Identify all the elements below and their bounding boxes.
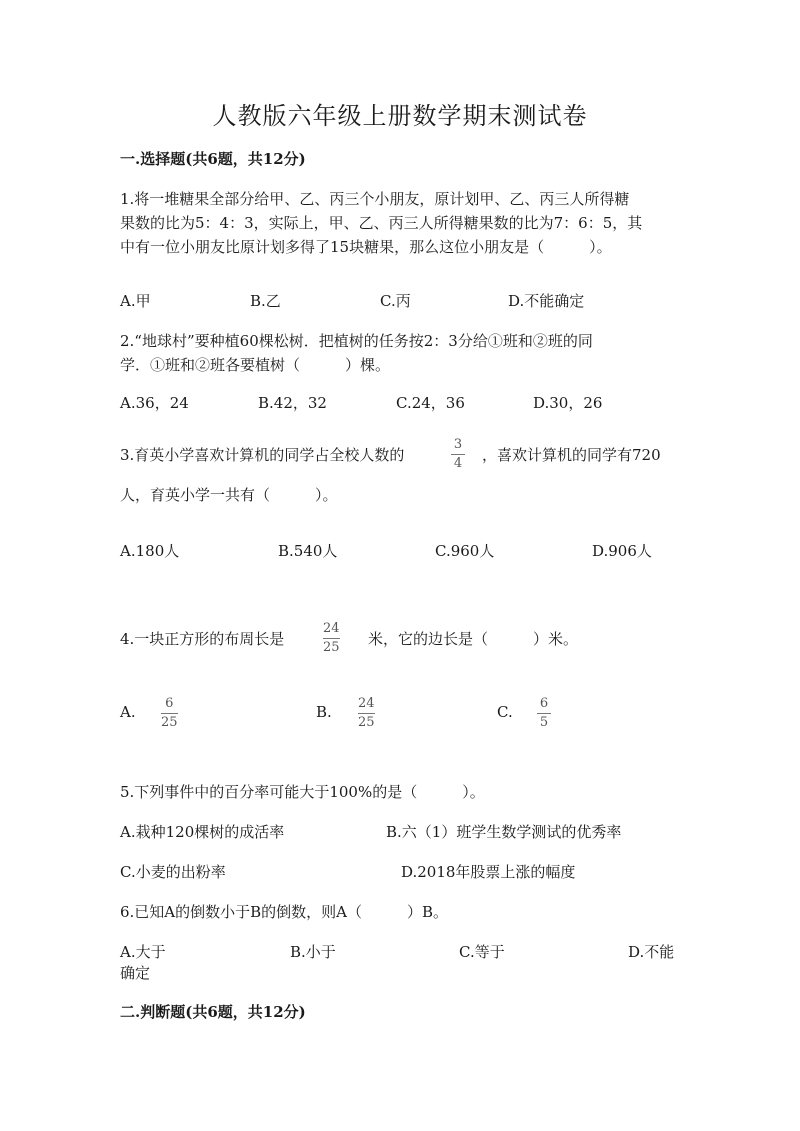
fraction-denominator: 25 — [358, 715, 375, 730]
question-4-text-before: 4.一块正方形的布周长是 — [120, 630, 285, 648]
question-2-line-2: 学．①班和②班各要植树（ ）棵。 — [120, 356, 391, 374]
question-4-option-b-label: B. — [316, 703, 332, 721]
question-3-option-b: B.540人 — [278, 542, 338, 560]
fraction-denominator: 4 — [453, 456, 463, 471]
question-1-option-b: B.乙 — [250, 292, 281, 310]
question-6-option-b: B.小于 — [290, 943, 336, 961]
question-1-option-d: D.不能确定 — [508, 292, 585, 310]
question-5-text: 5.下列事件中的百分率可能大于100%的是（ ）。 — [120, 783, 485, 801]
question-5-option-d: D.2018年股票上涨的幅度 — [401, 863, 576, 881]
fraction-bar — [451, 454, 465, 455]
question-6-option-d: D.不能 — [628, 943, 675, 961]
question-6-option-c: C.等于 — [459, 943, 505, 961]
fraction-numerator: 6 — [165, 696, 174, 711]
question-4-option-a-fraction — [161, 697, 178, 730]
page-title: 人教版六年级上册数学期末测试卷 — [212, 102, 588, 130]
fraction-numerator: 6 — [539, 696, 549, 711]
fraction-denominator: 25 — [161, 715, 178, 730]
question-5-option-b: B.六（1）班学生数学测试的优秀率 — [386, 823, 622, 841]
question-2-option-a: A.36，24 — [120, 394, 189, 412]
question-3-option-c: C.960人 — [435, 542, 495, 560]
question-2-line-1: 2.“地球村”要种植60棵松树．把植树的任务按2：3分给①班和②班的同 — [120, 332, 593, 350]
question-3-option-d: D.906人 — [592, 542, 652, 560]
section-heading-choice: 一.选择题(共6题，共12分) — [120, 150, 306, 168]
question-4-text-after: 米，它的边长是（ ）米。 — [368, 630, 579, 648]
question-6-option-a: A.大于 — [120, 943, 166, 961]
question-3-line-2: 人，育英小学一共有（ ）。 — [120, 486, 338, 504]
question-5-option-a: A.栽种120棵树的成活率 — [120, 823, 285, 841]
question-6-option-d-wrap: 确定 — [120, 964, 151, 982]
question-2-option-c: C.24，36 — [396, 394, 465, 412]
question-6-text: 6.已知A的倒数小于B的倒数，则A（ ）B。 — [120, 903, 449, 921]
question-1-option-a: A.甲 — [120, 292, 151, 310]
question-3-option-a: A.180人 — [120, 542, 180, 560]
question-1-line-1: 1.将一堆糖果全部分给甲、乙、丙三个小朋友，原计划甲、乙、丙三人所得糖 — [120, 190, 630, 208]
question-1-line-3: 中有一位小朋友比原计划多得了15块糖果，那么这位小朋友是（ ）。 — [120, 238, 612, 256]
question-4-option-a-label: A. — [120, 703, 136, 721]
question-5-option-c: C.小麦的出粉率 — [120, 863, 226, 881]
fraction-bar — [358, 713, 375, 714]
section-heading-judgment: 二.判断题(共6题，共12分) — [120, 1003, 306, 1021]
fraction-numerator: 24 — [358, 696, 375, 711]
question-4-option-c-fraction — [537, 697, 551, 730]
question-1-line-2: 果数的比为5：4：3，实际上，甲、乙、丙三人所得糖果数的比为7：6：5，其 — [120, 214, 643, 232]
question-4-option-c-label: C. — [497, 703, 513, 721]
question-3-text-before: 3.育英小学喜欢计算机的同学占全校人数的 — [120, 446, 405, 464]
fraction-bar — [323, 638, 340, 639]
fraction-denominator: 25 — [323, 640, 340, 655]
fraction-numerator: 24 — [323, 621, 340, 636]
question-2-option-b: B.42，32 — [258, 394, 327, 412]
question-4-fraction — [323, 622, 340, 655]
question-1-option-c: C.丙 — [380, 292, 411, 310]
question-2-option-d: D.30，26 — [533, 394, 603, 412]
fraction-numerator: 3 — [453, 437, 463, 452]
fraction-bar — [161, 713, 178, 714]
fraction-denominator: 5 — [539, 715, 549, 730]
question-4-option-b-fraction — [358, 697, 375, 730]
question-3-fraction — [451, 438, 465, 471]
fraction-bar — [537, 713, 551, 714]
question-3-text-after: ，喜欢计算机的同学有720 — [482, 446, 661, 464]
